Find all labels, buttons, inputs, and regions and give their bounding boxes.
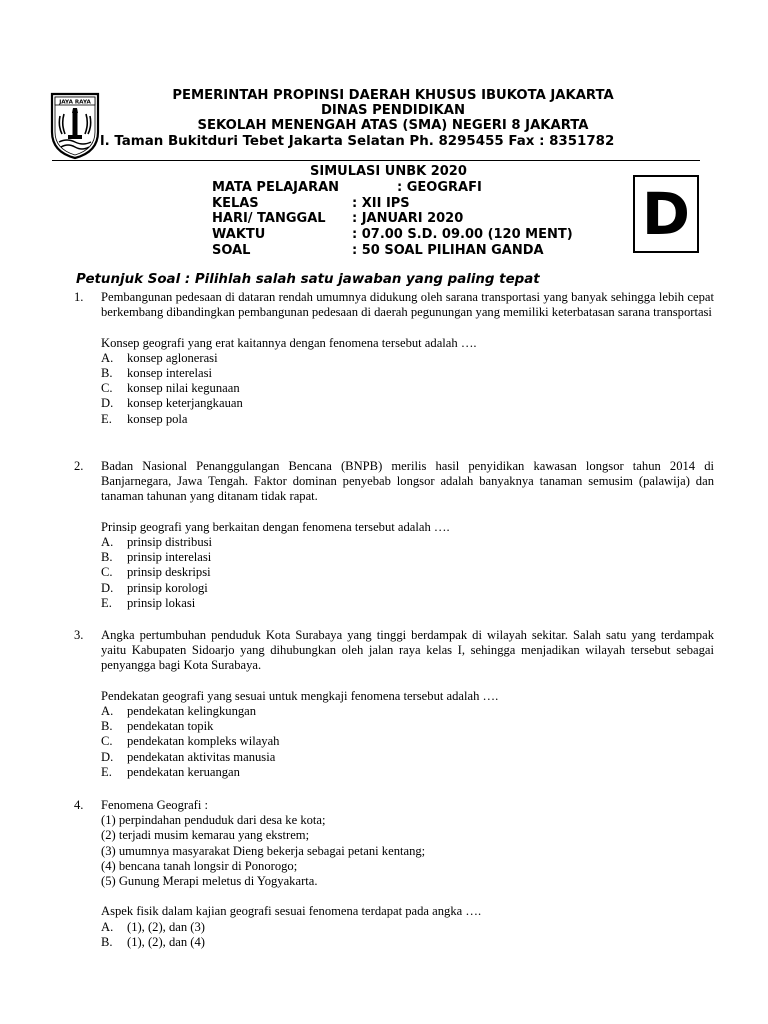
option-text: pendekatan kelingkungan [127, 704, 257, 718]
option-text: prinsip interelasi [127, 550, 212, 565]
answer-option-b[interactable] [101, 719, 714, 734]
option-text: konsep pola [127, 411, 188, 426]
field-label-class: KELAS [212, 195, 259, 211]
option-text: pendekatan keruangan [127, 764, 240, 779]
option-letter: A. [101, 350, 114, 365]
option-letter: B. [101, 550, 113, 565]
answer-options [101, 535, 714, 611]
answer-option-d[interactable] [101, 750, 714, 765]
option-letter: B. [101, 719, 113, 734]
instruction: Petunjuk Soal : Pilihlah salah satu jawaban yang paling tepat [76, 272, 540, 287]
question-2 [74, 459, 714, 611]
header-divider [52, 160, 700, 161]
option-letter: B. [101, 366, 113, 380]
question-text: Fenomena Geografi : [101, 798, 209, 812]
question-text: Pembangunan pedesaan di dataran rendah umumnya didukung oleh sarana transportasi yang banyak sehingga lebih cepat berkembang dibandingkan pembangunan pedesaan di daerah pegunungan yang memiliki keterbatasan sarana transportasi [101, 290, 714, 320]
field-value-subject: : GEOGRAFI [397, 180, 482, 195]
question-number: 2. [74, 459, 84, 473]
answer-option-c[interactable] [101, 565, 714, 580]
option-letter: A. [101, 535, 114, 549]
option-letter: E. [101, 595, 112, 610]
answer-option-e[interactable] [101, 412, 714, 427]
option-letter: E. [101, 411, 112, 426]
phenomenon-item-1: (1) perpindahan penduduk dari desa ke kota; [101, 813, 326, 828]
answer-option-d[interactable] [101, 581, 714, 596]
field-value-class: : XII IPS [352, 195, 410, 211]
option-text: prinsip deskripsi [127, 565, 211, 580]
emblem-motto: JAYA RAYA [59, 99, 91, 106]
question-number: 4. [74, 798, 84, 812]
header-school: SEKOLAH MENENGAH ATAS (SMA) NEGERI 8 JAKARTA [197, 118, 589, 133]
header-department: DINAS PENDIDIKAN [320, 103, 466, 118]
header-government: PEMERINTAH PROPINSI DAERAH KHUSUS IBUKOTA JAKARTA [172, 88, 614, 103]
option-text: prinsip distribusi [127, 535, 213, 549]
phenomenon-item-3: (3) umumnya masyarakat Dieng bekerja sebagai petani kentang; [101, 843, 426, 858]
question-text: Badan Nasional Penanggulangan Bencana (BNPB) merilis hasil penyidikan kawasan longsor tahun 2014 di Banjarnegara, Jawa Tengah. Faktor dominan penyebab longsor adalah banyaknya tanaman semusim (palawija) dan tanaman tahunan yang ditanam tidak rapat. [101, 459, 714, 504]
option-letter: C. [101, 565, 113, 580]
option-text: konsep nilai kegunaan [127, 381, 240, 396]
exam-title: SIMULASI UNBK 2020 [310, 164, 467, 179]
answer-option-c[interactable] [101, 381, 714, 396]
option-letter: A. [101, 704, 114, 718]
question-prompt: Aspek fisik dalam kajian geografi sesuai fenomena terdapat pada angka …. [101, 904, 482, 919]
option-text: konsep aglonerasi [127, 350, 218, 365]
exam-code-box: D [633, 175, 699, 253]
answer-options [101, 351, 714, 427]
answer-option-d[interactable] [101, 396, 714, 411]
answer-options [101, 920, 714, 950]
option-text: prinsip lokasi [127, 595, 196, 610]
option-text: pendekatan kompleks wilayah [127, 734, 280, 749]
answer-option-e[interactable] [101, 765, 714, 780]
field-label-questions: SOAL [212, 242, 251, 258]
question-text: Angka pertumbuhan penduduk Kota Surabaya yang tinggi berdampak di wilayah sekitar. Salah satu yang terdampak yaitu Kabupaten Sidoarjo yang dihubungkan oleh jalan raya kelas I, sehingga menjadikan wilayah tersebut sebagai penyangga bagi Kota Surabaya. [101, 628, 714, 673]
option-letter: C. [101, 734, 113, 749]
field-label-date: HARI/ TANGGAL [212, 211, 326, 226]
option-text: (1), (2), dan (3) [127, 919, 205, 934]
question-4 [74, 798, 714, 950]
question-prompt: Konsep geografi yang erat kaitannya dengan fenomena tersebut adalah …. [101, 335, 477, 350]
question-number: 1. [74, 290, 84, 304]
answer-option-b[interactable] [101, 935, 714, 950]
answer-option-c[interactable] [101, 734, 714, 749]
question-3 [74, 628, 714, 780]
answer-option-b[interactable] [101, 550, 714, 565]
option-letter: D. [101, 396, 114, 411]
option-letter: E. [101, 764, 112, 779]
phenomenon-item-5: (5) Gunung Merapi meletus di Yogyakarta. [101, 874, 318, 889]
option-text: konsep keterjangkauan [127, 396, 243, 411]
answer-option-a[interactable] [101, 704, 714, 719]
phenomenon-item-2: (2) terjadi musim kemarau yang ekstrem; [101, 828, 310, 843]
question-prompt: Prinsip geografi yang berkaitan dengan fenomena tersebut adalah …. [101, 519, 450, 534]
field-label-time: WAKTU [212, 227, 266, 242]
field-value-questions: : 50 SOAL PILIHAN GANDA [352, 242, 544, 258]
option-text: konsep interelasi [127, 366, 212, 380]
option-text: (1), (2), dan (4) [127, 934, 205, 949]
option-letter: D. [101, 580, 114, 595]
option-letter: B. [101, 934, 113, 949]
option-text: pendekatan aktivitas manusia [127, 749, 276, 764]
option-text: pendekatan topik [127, 719, 214, 734]
school-emblem-icon [50, 92, 100, 160]
question-1 [74, 290, 714, 427]
phenomenon-item-4: (4) bencana tanah longsir di Ponorogo; [101, 858, 298, 873]
field-value-date: : JANUARI 2020 [352, 211, 464, 226]
question-number: 3. [74, 628, 84, 642]
question-prompt: Pendekatan geografi yang sesuai untuk mengkaji fenomena tersebut adalah …. [101, 688, 499, 703]
answer-options [101, 704, 714, 780]
field-value-time: : 07.00 S.D. 09.00 (120 MENT) [352, 227, 573, 242]
option-letter: C. [101, 381, 113, 396]
option-letter: D. [101, 749, 114, 764]
option-text: prinsip korologi [127, 580, 208, 595]
answer-option-a[interactable] [101, 351, 714, 366]
header-address: l. Taman Bukitduri Tebet Jakarta Selatan Ph. 8295455 Fax : 8351782 [100, 134, 615, 149]
answer-option-b[interactable] [101, 366, 714, 381]
option-letter: A. [101, 919, 114, 934]
answer-option-a[interactable] [101, 920, 714, 935]
field-label-subject: MATA PELAJARAN [212, 180, 340, 195]
answer-option-a[interactable] [101, 535, 714, 550]
answer-option-e[interactable] [101, 596, 714, 611]
